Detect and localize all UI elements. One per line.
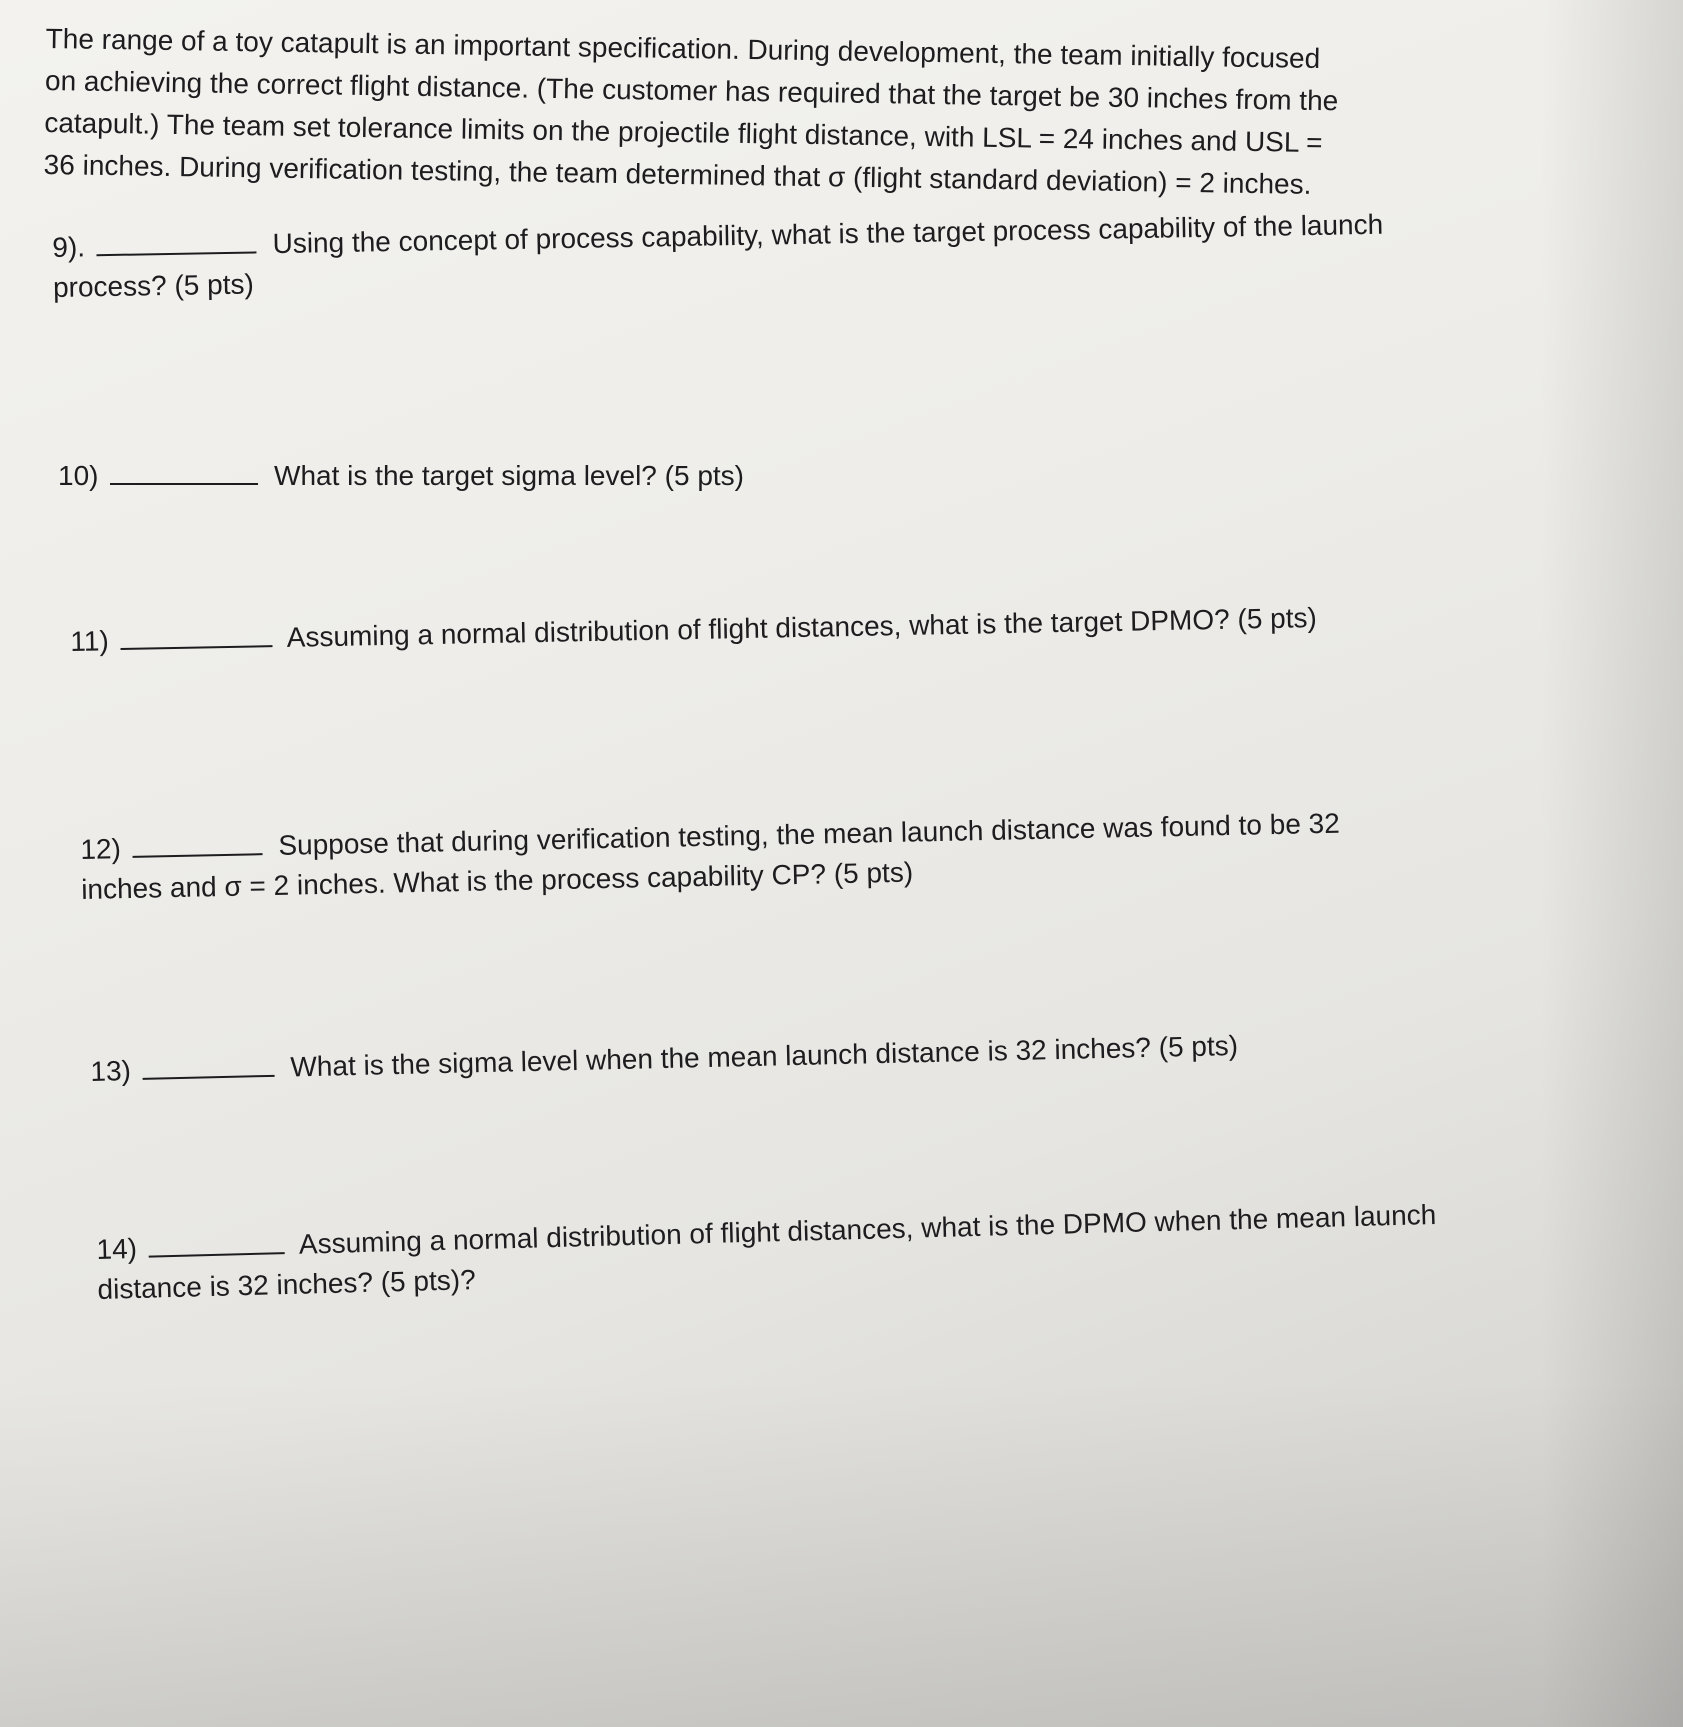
question-text-continued: distance is 32 inches? (5 pts)? (97, 1264, 477, 1305)
page-shadow (1540, 0, 1683, 1727)
question-11 (70, 598, 1317, 662)
intro-line: catapult.) The team set tolerance limits on the projectile flight distance, with LSL = 24 inches and USL = (44, 106, 1323, 159)
answer-blank[interactable] (142, 1051, 275, 1080)
question-text-continued: process? (5 pts) (52, 268, 255, 303)
question-9 (52, 205, 1384, 308)
answer-blank[interactable] (97, 227, 257, 256)
intro-line: on achieving the correct flight distance. (The customer has required that the target be 30 inches from the (44, 64, 1339, 117)
question-10 (58, 456, 744, 496)
question-text: Assuming a normal distribution of flight distances, what is the target DPMO? (5 pts) (286, 602, 1318, 653)
question-text: What is the sigma level when the mean launch distance is 32 inches? (5 pts) (290, 1029, 1239, 1083)
question-number: 12) (80, 833, 122, 865)
question-number: 14) (96, 1232, 138, 1265)
question-text: Using the concept of process capability, what is the target process capability of the launch (272, 208, 1384, 260)
question-text-continued: inches and σ = 2 inches. What is the process capability CP? (5 pts) (80, 856, 914, 905)
question-12 (80, 804, 1341, 910)
question-number: 10) (58, 460, 99, 491)
question-number: 11) (70, 625, 110, 657)
question-text: Suppose that during verification testing, the mean launch distance was found to be 32 (278, 807, 1341, 861)
answer-blank[interactable] (110, 459, 258, 485)
answer-blank[interactable] (120, 621, 272, 650)
question-number: 9). (52, 231, 86, 263)
question-13 (90, 1026, 1238, 1092)
question-text: What is the target sigma level? (5 pts) (274, 460, 745, 491)
intro-line: The range of a toy catapult is an important specification. During development, the team initially focused (45, 22, 1321, 75)
question-number: 13) (90, 1055, 132, 1087)
page-shadow (0, 1380, 1683, 1727)
answer-blank[interactable] (132, 829, 263, 858)
problem-statement (43, 18, 1545, 210)
question-14 (96, 1195, 1438, 1310)
intro-line: 36 inches. During verification testing, the team determined that σ (flight standard deviation) = 2 inches. (43, 148, 1312, 200)
question-text: Assuming a normal distribution of flight distances, what is the DPMO when the mean launch (298, 1198, 1437, 1260)
answer-blank[interactable] (148, 1228, 285, 1258)
